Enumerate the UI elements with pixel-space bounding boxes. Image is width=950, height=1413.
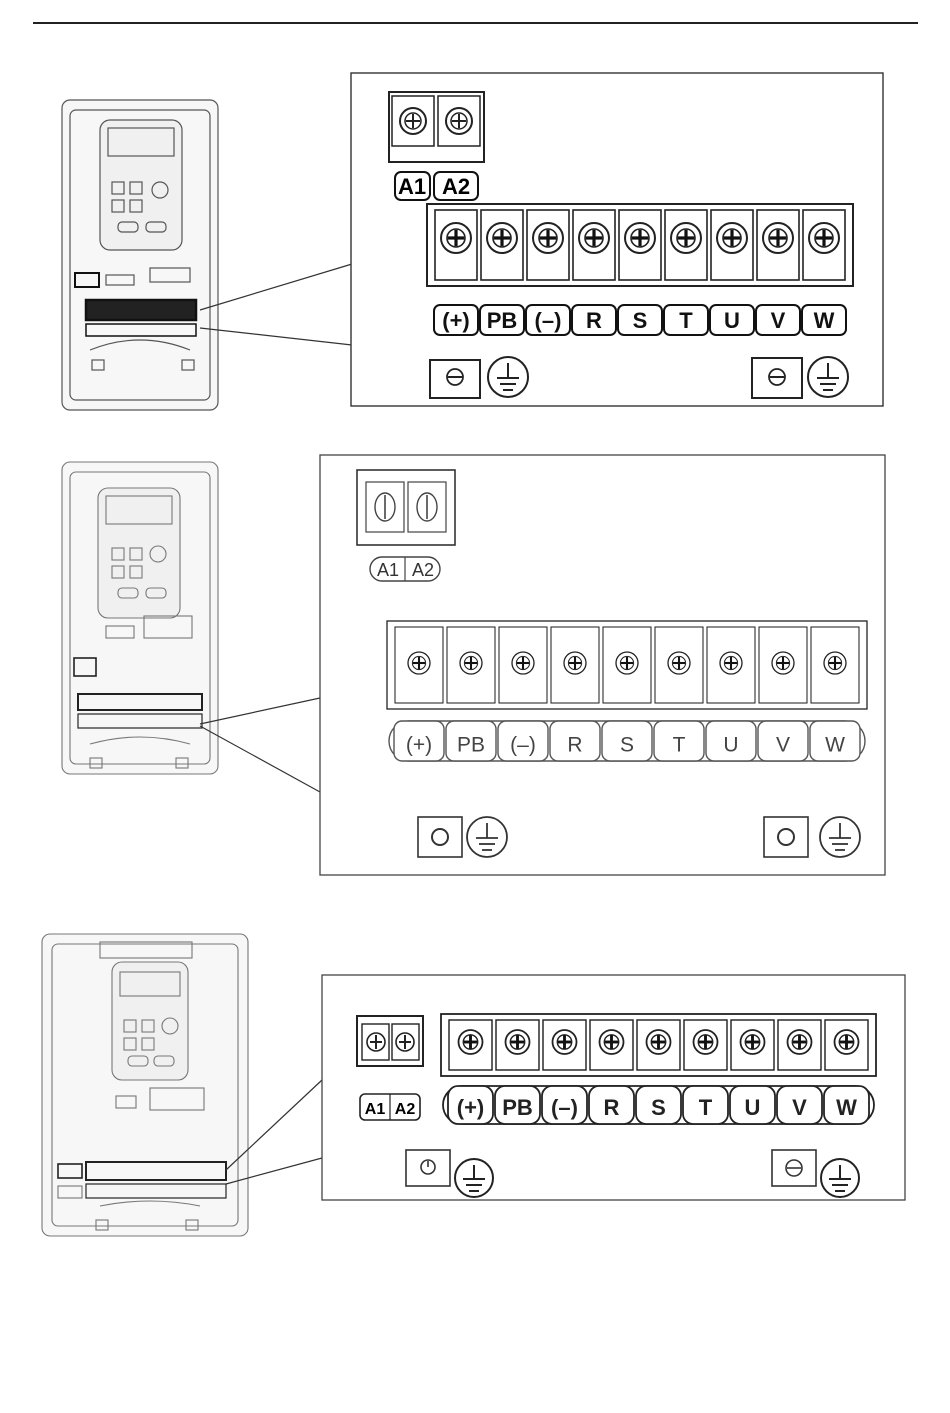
terminal-label: (–) bbox=[534, 307, 562, 333]
terminal-label: W bbox=[836, 1094, 857, 1120]
terminal-screw bbox=[590, 1020, 633, 1070]
terminal-label: T bbox=[672, 733, 686, 757]
terminal-label: R bbox=[586, 307, 602, 333]
aux-label-a2: A2 bbox=[394, 1101, 416, 1118]
terminal-screw bbox=[447, 627, 495, 703]
terminal-label: (–) bbox=[510, 733, 536, 757]
terminal-label: W bbox=[825, 733, 845, 757]
terminal-screw bbox=[481, 210, 523, 280]
terminal-screw bbox=[684, 1020, 727, 1070]
terminal-label: S bbox=[632, 307, 648, 333]
main-terminal-block-1 bbox=[427, 204, 853, 286]
terminal-screw bbox=[603, 627, 651, 703]
terminal-screw bbox=[825, 1020, 868, 1070]
terminal-screw bbox=[435, 210, 477, 280]
aux-label-a1: A1 bbox=[376, 560, 400, 580]
diagram-2 bbox=[0, 440, 950, 890]
aux-label-a1: A1 bbox=[397, 174, 427, 199]
terminal-label: PB bbox=[456, 733, 486, 757]
terminal-label: V bbox=[770, 307, 786, 333]
terminal-labels-1 bbox=[434, 305, 846, 335]
terminal-label: PB bbox=[502, 1094, 533, 1120]
main-terminal-block-2 bbox=[387, 621, 867, 709]
aux-terminal-block-2 bbox=[357, 470, 455, 545]
aux-labels-1 bbox=[395, 172, 478, 200]
terminal-screw bbox=[395, 627, 443, 703]
terminal-screw bbox=[573, 210, 615, 280]
terminal-label: T bbox=[698, 1094, 713, 1120]
terminal-label: S bbox=[651, 1094, 666, 1120]
terminal-label: R bbox=[603, 1094, 620, 1120]
terminal-label: (+) bbox=[442, 307, 470, 333]
terminal-screw bbox=[543, 1020, 586, 1070]
aux-label-a1: A1 bbox=[364, 1101, 386, 1118]
terminal-screw bbox=[527, 210, 569, 280]
diagram-1 bbox=[0, 0, 950, 420]
terminal-screw bbox=[665, 210, 707, 280]
terminal-screw bbox=[637, 1020, 680, 1070]
terminal-labels-2 bbox=[389, 721, 865, 761]
drive-thumbnail-1 bbox=[62, 100, 218, 410]
terminal-label: (+) bbox=[405, 733, 433, 757]
aux-label-a2: A2 bbox=[411, 560, 435, 580]
terminal-label: (–) bbox=[551, 1094, 578, 1120]
terminal-screw bbox=[757, 210, 799, 280]
terminal-label: U bbox=[724, 307, 740, 333]
terminal-label: S bbox=[619, 733, 635, 757]
terminal-screw bbox=[619, 210, 661, 280]
terminal-screw bbox=[811, 627, 859, 703]
terminal-label: R bbox=[567, 733, 583, 757]
terminal-screw bbox=[759, 627, 807, 703]
terminal-labels-3 bbox=[443, 1086, 874, 1124]
aux-labels-2 bbox=[370, 557, 440, 581]
drive-thumbnail-3 bbox=[42, 934, 248, 1236]
terminal-screw bbox=[449, 1020, 492, 1070]
terminal-label: (+) bbox=[456, 1094, 485, 1120]
terminal-screw bbox=[551, 627, 599, 703]
aux-label-a2: A2 bbox=[441, 174, 471, 199]
terminal-label: U bbox=[723, 733, 739, 757]
terminal-screw bbox=[707, 627, 755, 703]
aux-terminal-block-3 bbox=[357, 1016, 423, 1066]
terminal-label: V bbox=[792, 1094, 807, 1120]
terminal-label: PB bbox=[486, 307, 518, 333]
aux-labels-3 bbox=[360, 1094, 420, 1120]
main-terminal-block-3 bbox=[441, 1014, 876, 1076]
diagram-3 bbox=[0, 920, 950, 1250]
terminal-screw bbox=[778, 1020, 821, 1070]
terminal-screw bbox=[496, 1020, 539, 1070]
terminal-label: W bbox=[813, 307, 835, 333]
terminal-screw bbox=[499, 627, 547, 703]
terminal-screw bbox=[731, 1020, 774, 1070]
terminal-screw bbox=[711, 210, 753, 280]
terminal-label: T bbox=[679, 307, 693, 333]
drive-thumbnail-2 bbox=[62, 462, 218, 774]
terminal-label: V bbox=[775, 733, 791, 757]
aux-terminal-block-1 bbox=[389, 92, 484, 162]
terminal-screw bbox=[803, 210, 845, 280]
terminal-screw bbox=[655, 627, 703, 703]
terminal-label: U bbox=[744, 1094, 761, 1120]
